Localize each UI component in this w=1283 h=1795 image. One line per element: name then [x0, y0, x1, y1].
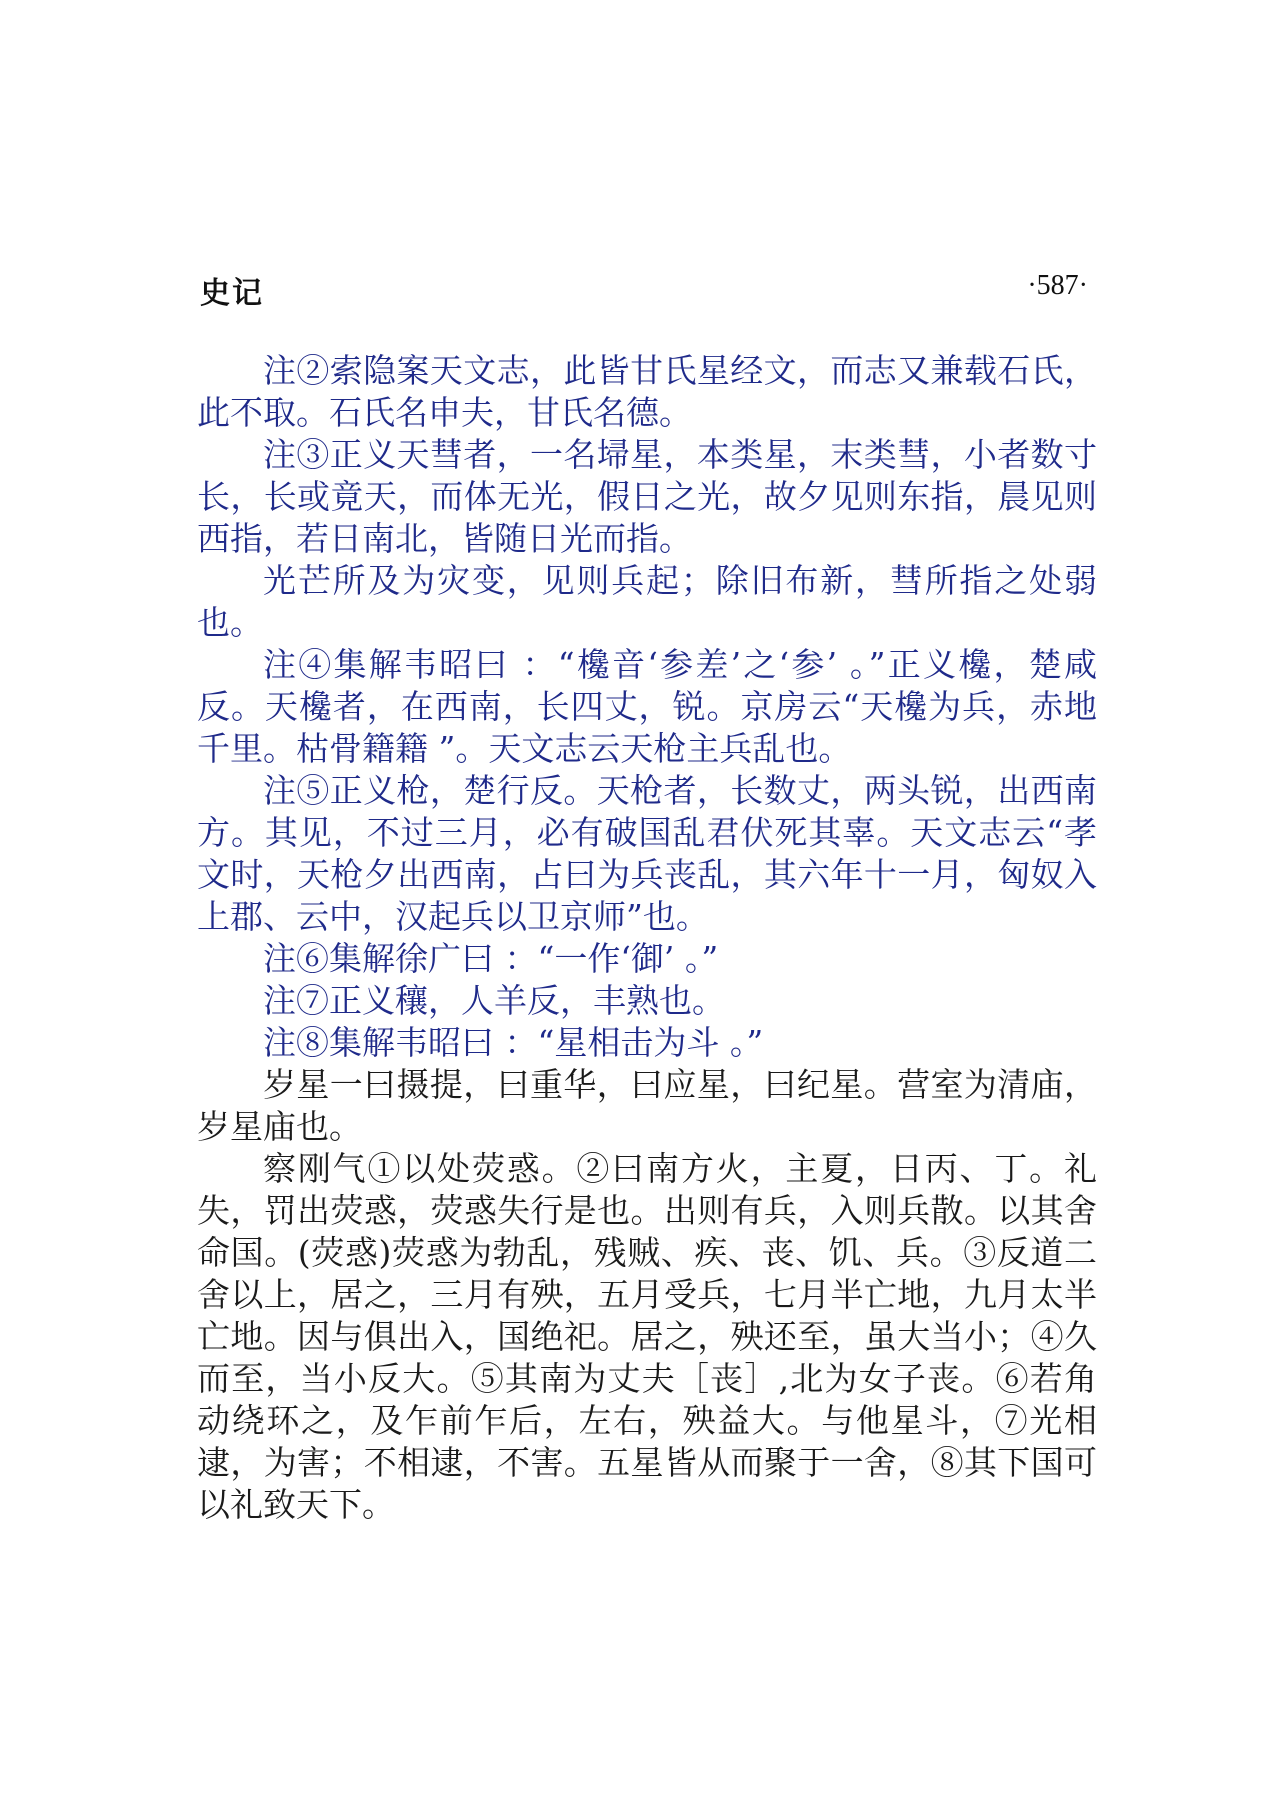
note-paragraph: 注③正义天彗者，一名埽星，本类星，末类彗，小者数寸长，长或竟天，而体无光，假日之光，故夕见则东指，晨见则西指，若日南北，皆随日光而指。: [197, 435, 1097, 558]
main-paragraph: 岁星一曰摄提，曰重华，曰应星，曰纪星。营室为清庙，岁星庙也。: [197, 1065, 1097, 1146]
book-title: 史记: [200, 276, 264, 311]
note-paragraph: 注⑦正义穰，人羊反，丰熟也。: [263, 981, 725, 1020]
page-body: [197, 350, 1097, 1526]
note-paragraph: 注⑤正义枪，楚行反。天枪者，长数丈，两头锐，出西南方。其见，不过三月，必有破国乱君伏死其辜。天文志云“孝文时，天枪夕出西南，占曰为兵丧乱，其六年十一月，匈奴入上郡、云中，汉起兵以卫京师”也。: [197, 771, 1097, 936]
note-paragraph: 注④集解韦昭曰 ：“欃音‘参差’之‘参’ 。”正义欃，楚咸反。天欃者，在西南，长四丈，锐。京房云“天欃为兵，赤地千里。枯骨籍籍 ”。天文志云天枪主兵乱也。: [197, 645, 1097, 768]
main-paragraph: 察刚气①以处荧惑。②曰南方火，主夏，日丙、丁。礼失，罚出荧惑，荧惑失行是也。出则有兵，入则兵散。以其舍命国。(荧惑)荧惑为勃乱，残贼、疾、丧、饥、兵。③反道二舍以上，居之，三月有殃，五月受兵，七月半亡地，九月太半亡地。因与俱出入，国绝祀。居之，殃还至，虽大当小；④久而至，当小反大。⑤其南为丈夫［丧］,北为女子丧。⑥若角动绕环之，及乍前乍后，左右，殃益大。与他星斗，⑦光相逮，为害；不相逮，不害。五星皆从而聚于一舍，⑧其下国可以礼致天下。: [197, 1149, 1097, 1524]
note-paragraph: 光芒所及为灾变，见则兵起；除旧布新，彗所指之处弱也。: [197, 561, 1097, 642]
note-paragraph: 注⑥集解徐广曰 ：“一作‘御’ 。”: [263, 939, 719, 978]
note-paragraph: 注②索隐案天文志，此皆甘氏星经文，而志又兼载石氏，此不取。石氏名申夫，甘氏名德。: [197, 351, 1097, 432]
page-header: [200, 268, 1088, 311]
note-paragraph: 注⑧集解韦昭曰 ：“星相击为斗 。”: [263, 1023, 764, 1062]
page-number: ·587·: [1027, 270, 1088, 301]
